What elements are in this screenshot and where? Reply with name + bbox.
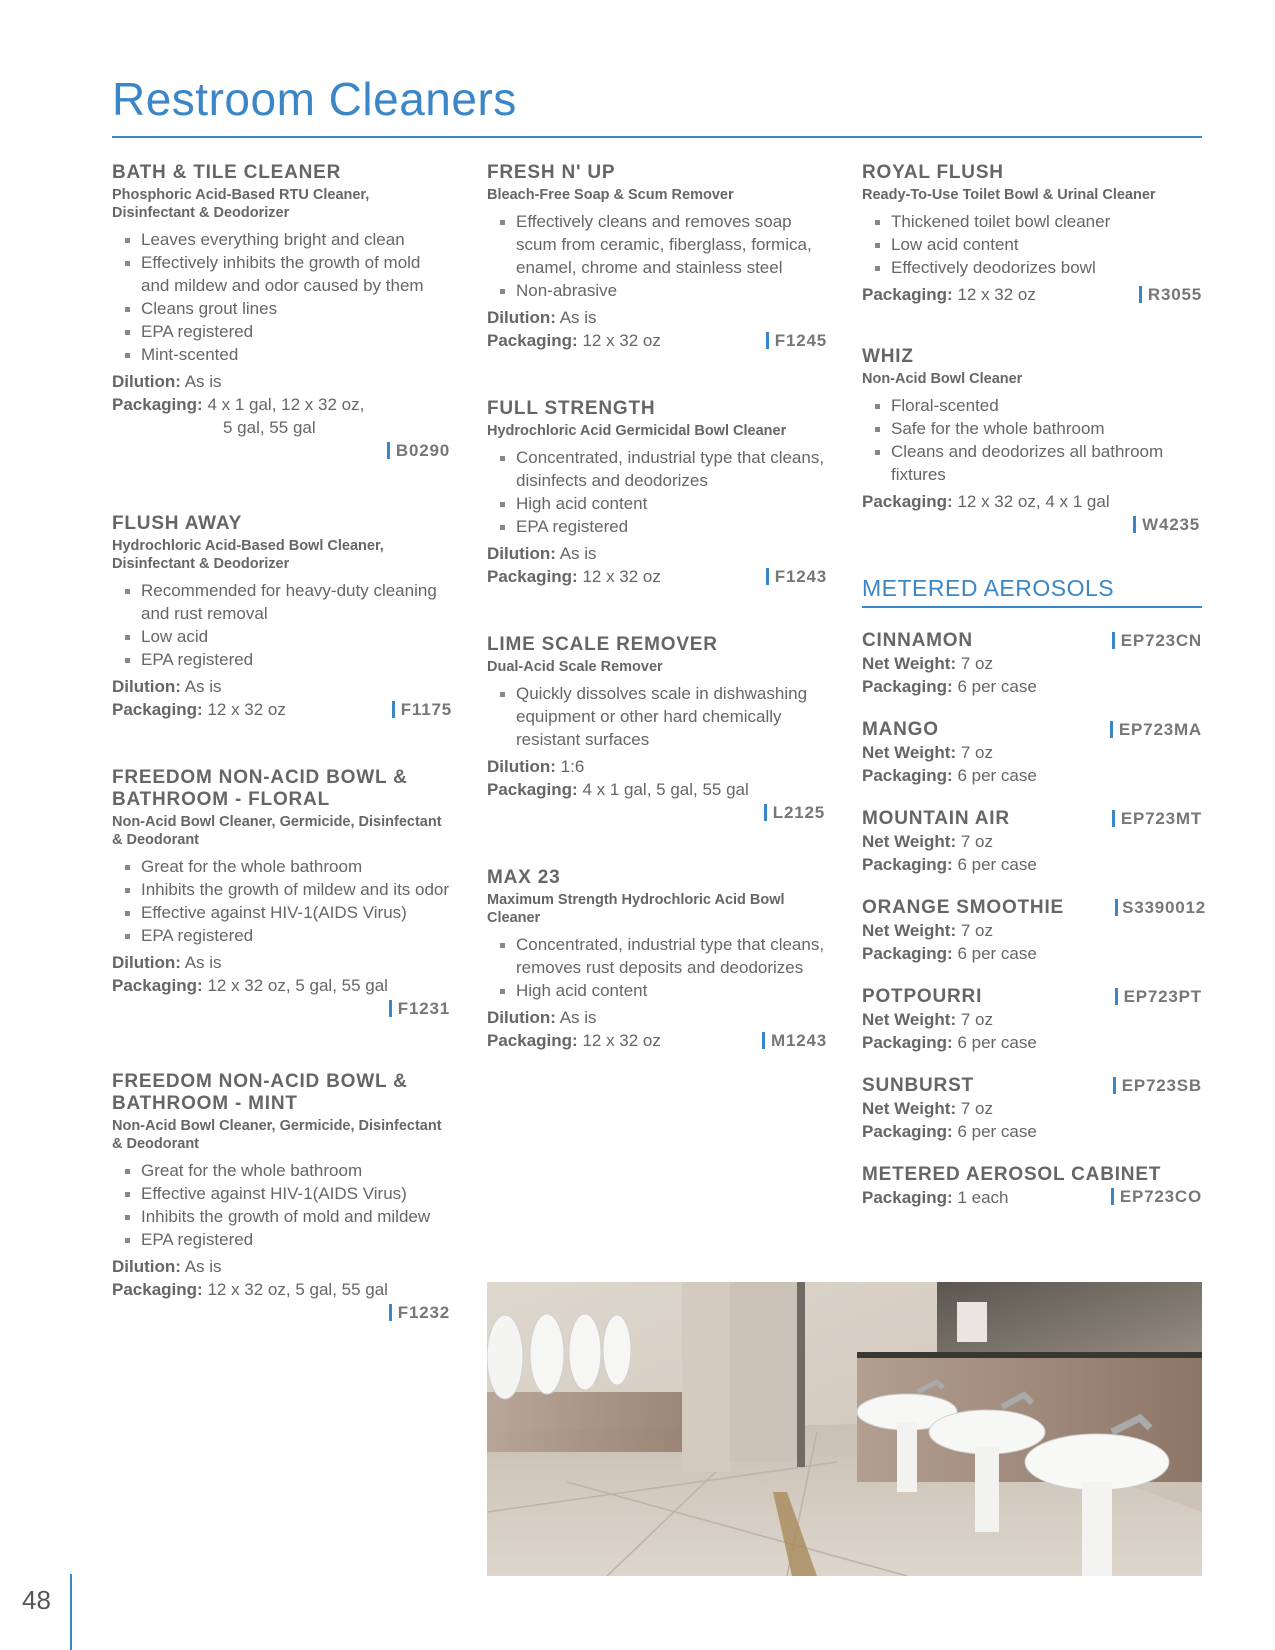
packaging-label: Packaging: bbox=[112, 395, 203, 414]
dilution-row bbox=[112, 675, 452, 698]
dilution-value: As is bbox=[559, 1008, 597, 1027]
product-code: F1245 bbox=[766, 332, 827, 349]
feature-item: Thickened toilet bowl cleaner bbox=[862, 210, 1202, 233]
dilution-label: Dilution: bbox=[112, 1257, 181, 1276]
feature-item: Non-abrasive bbox=[487, 279, 827, 302]
packaging-value: 6 per case bbox=[957, 943, 1037, 963]
dilution-label: Dilution: bbox=[112, 953, 181, 972]
feature-item: Inhibits the growth of mildew and its odor bbox=[112, 878, 452, 901]
column-1 bbox=[112, 162, 452, 1367]
title-divider bbox=[112, 136, 1202, 138]
aerosol-item bbox=[862, 1075, 1202, 1143]
packaging-label: Packaging: bbox=[862, 676, 953, 696]
feature-item: EPA registered bbox=[112, 924, 452, 947]
restroom-photo bbox=[487, 1282, 1202, 1576]
product-flush-away bbox=[112, 513, 452, 721]
packaging-value: 12 x 32 oz, 4 x 1 gal bbox=[957, 492, 1110, 511]
net-weight-value: 7 oz bbox=[960, 742, 993, 762]
feature-item: Recommended for heavy-duty cleaning and rust removal bbox=[112, 579, 452, 625]
feature-item: EPA registered bbox=[487, 515, 827, 538]
dilution-row bbox=[112, 1255, 452, 1278]
feature-list bbox=[487, 682, 827, 751]
dilution-value: As is bbox=[184, 1257, 222, 1276]
packaging-value: 4 x 1 gal, 5 gal, 55 gal bbox=[582, 780, 749, 799]
dilution-value: 1:6 bbox=[560, 757, 585, 776]
packaging-row bbox=[487, 329, 827, 352]
net-weight-value: 7 oz bbox=[960, 920, 993, 940]
product-code: EP723MT bbox=[1112, 810, 1202, 827]
product-name: ORANGE SMOOTHIE bbox=[862, 896, 1065, 918]
packaging-value: 12 x 32 oz bbox=[957, 285, 1036, 304]
product-fresh-n-up bbox=[487, 162, 827, 352]
dilution-label: Dilution: bbox=[487, 1008, 556, 1027]
feature-item: Mint-scented bbox=[112, 343, 452, 366]
dilution-row bbox=[487, 542, 827, 565]
product-lime-scale-remover bbox=[487, 634, 827, 823]
packaging-label: Packaging: bbox=[487, 331, 578, 350]
packaging-value: 6 per case bbox=[957, 676, 1037, 696]
product-code: S3390012 bbox=[1115, 899, 1206, 916]
product-code: B0290 bbox=[387, 442, 450, 459]
feature-item: EPA registered bbox=[112, 1228, 452, 1251]
product-name: MANGO bbox=[862, 718, 939, 740]
feature-list bbox=[112, 228, 452, 366]
feature-item: Safe for the whole bathroom bbox=[862, 417, 1202, 440]
feature-item: Effective against HIV-1(AIDS Virus) bbox=[112, 901, 452, 924]
restroom-illustration bbox=[487, 1282, 1202, 1576]
net-weight-row bbox=[862, 1097, 1202, 1120]
product-whiz bbox=[862, 346, 1202, 535]
feature-item: High acid content bbox=[487, 492, 827, 515]
product-name: MAX 23 bbox=[487, 867, 561, 888]
page-number: 48 bbox=[22, 1585, 51, 1615]
product-code: W4235 bbox=[1133, 516, 1200, 533]
product-subtitle: Maximum Strength Hydrochloric Acid Bowl Cleaner bbox=[487, 892, 785, 926]
packaging-value: 12 x 32 oz bbox=[582, 331, 661, 350]
page-title: Restroom Cleaners bbox=[112, 73, 517, 125]
product-code: EP723CN bbox=[1112, 632, 1202, 649]
net-weight-label: Net Weight: bbox=[862, 831, 957, 851]
product-name: FLUSH AWAY bbox=[112, 513, 243, 534]
product-name: MOUNTAIN AIR bbox=[862, 807, 1010, 829]
product-royal-flush bbox=[862, 162, 1202, 306]
page-number-bar bbox=[70, 1574, 72, 1650]
packaging-value: 12 x 32 oz, 5 gal, 55 gal bbox=[207, 1280, 388, 1299]
packaging-row bbox=[862, 675, 1202, 698]
packaging-value: 6 per case bbox=[957, 1121, 1037, 1141]
product-name: FRESH N' UP bbox=[487, 162, 616, 183]
product-name: FREEDOM NON-ACID BOWL & BATHROOM - FLORAL bbox=[112, 767, 408, 810]
feature-item: Effectively inhibits the growth of mold and mildew and odor caused by them bbox=[112, 251, 452, 297]
product-subtitle: Non-Acid Bowl Cleaner, Germicide, Disinfectant & Deodorant bbox=[112, 1118, 442, 1152]
feature-list bbox=[487, 446, 827, 538]
packaging-value: 1 each bbox=[957, 1187, 1009, 1207]
column-3 bbox=[862, 162, 1206, 1230]
packaging-label: Packaging: bbox=[862, 765, 953, 785]
aerosol-item bbox=[862, 896, 1206, 965]
feature-item: Concentrated, industrial type that cleans, disinfects and deodorizes bbox=[487, 446, 827, 492]
dilution-row bbox=[487, 1006, 827, 1029]
dilution-label: Dilution: bbox=[112, 677, 181, 696]
feature-item: Concentrated, industrial type that cleans, removes rust deposits and deodorizes bbox=[487, 933, 827, 979]
dilution-row bbox=[112, 951, 452, 974]
product-subtitle: Bleach-Free Soap & Scum Remover bbox=[487, 187, 734, 203]
product-code: M1243 bbox=[762, 1032, 827, 1049]
packaging-row bbox=[487, 1029, 827, 1052]
feature-item: High acid content bbox=[487, 979, 827, 1002]
net-weight-row bbox=[862, 652, 1202, 675]
packaging-row bbox=[862, 283, 1202, 306]
feature-item: Quickly dissolves scale in dishwashing equipment or other hard chemically resistant surfaces bbox=[487, 682, 827, 751]
dilution-label: Dilution: bbox=[112, 372, 181, 391]
dilution-label: Dilution: bbox=[487, 544, 556, 563]
packaging-row bbox=[112, 1278, 452, 1301]
product-code: L2125 bbox=[764, 804, 825, 821]
packaging-row bbox=[862, 1186, 1202, 1209]
aerosol-item bbox=[862, 808, 1202, 876]
packaging-row bbox=[862, 764, 1202, 787]
net-weight-value: 7 oz bbox=[960, 831, 993, 851]
net-weight-label: Net Weight: bbox=[862, 920, 957, 940]
packaging-label: Packaging: bbox=[487, 780, 578, 799]
packaging-label: Packaging: bbox=[112, 700, 203, 719]
aerosol-item bbox=[862, 630, 1202, 698]
product-name: METERED AEROSOL CABINET bbox=[862, 1163, 1162, 1185]
product-name: SUNBURST bbox=[862, 1074, 974, 1096]
packaging-value: 6 per case bbox=[957, 765, 1037, 785]
net-weight-row bbox=[862, 919, 1202, 942]
product-code: EP723PT bbox=[1115, 988, 1202, 1005]
product-full-strength bbox=[487, 398, 827, 588]
dilution-value: As is bbox=[184, 953, 222, 972]
packaging-row bbox=[112, 393, 452, 416]
feature-item: Low acid content bbox=[862, 233, 1202, 256]
product-subtitle: Hydrochloric Acid-Based Bowl Cleaner, Disinfectant & Deodorizer bbox=[112, 538, 384, 572]
product-name: POTPOURRI bbox=[862, 985, 983, 1007]
product-subtitle: Non-Acid Bowl Cleaner, Germicide, Disinfectant & Deodorant bbox=[112, 814, 442, 848]
feature-item: Effectively cleans and removes soap scum from ceramic, fiberglass, formica, enamel, chrome and stainless steel bbox=[487, 210, 827, 279]
product-freedom-floral bbox=[112, 767, 452, 1019]
feature-item: Great for the whole bathroom bbox=[112, 855, 452, 878]
packaging-row bbox=[862, 1031, 1202, 1054]
feature-item: Inhibits the growth of mold and mildew bbox=[112, 1205, 452, 1228]
feature-item: Cleans and deodorizes all bathroom fixtures bbox=[862, 440, 1202, 486]
product-name: BATH & TILE CLEANER bbox=[112, 162, 342, 183]
aerosol-item bbox=[862, 986, 1202, 1054]
feature-list bbox=[112, 579, 452, 671]
packaging-row bbox=[487, 565, 827, 588]
product-code: EP723SB bbox=[1113, 1077, 1202, 1094]
feature-item: Cleans grout lines bbox=[112, 297, 452, 320]
packaging-value: 12 x 32 oz bbox=[207, 700, 286, 719]
packaging-value: 12 x 32 oz, 5 gal, 55 gal bbox=[207, 976, 388, 995]
net-weight-row bbox=[862, 830, 1202, 853]
section-heading-metered-aerosols: METERED AEROSOLS bbox=[862, 575, 1115, 601]
packaging-label: Packaging: bbox=[862, 1032, 953, 1052]
dilution-row bbox=[487, 755, 827, 778]
packaging-row bbox=[862, 490, 1202, 513]
product-subtitle: Dual-Acid Scale Remover bbox=[487, 659, 663, 675]
packaging-label: Packaging: bbox=[112, 976, 203, 995]
feature-item: Effective against HIV-1(AIDS Virus) bbox=[112, 1182, 452, 1205]
product-code: EP723MA bbox=[1110, 721, 1202, 738]
dilution-label: Dilution: bbox=[487, 308, 556, 327]
product-name: LIME SCALE REMOVER bbox=[487, 634, 718, 655]
product-name: FREEDOM NON-ACID BOWL & BATHROOM - MINT bbox=[112, 1071, 408, 1114]
feature-list bbox=[862, 210, 1202, 279]
packaging-label: Packaging: bbox=[112, 1280, 203, 1299]
net-weight-label: Net Weight: bbox=[862, 653, 957, 673]
product-name: FULL STRENGTH bbox=[487, 398, 656, 419]
product-bath-tile-cleaner bbox=[112, 162, 452, 461]
feature-item: Leaves everything bright and clean bbox=[112, 228, 452, 251]
column-2 bbox=[487, 162, 827, 1096]
product-code: F1232 bbox=[389, 1304, 450, 1321]
packaging-row bbox=[487, 778, 827, 801]
packaging-row bbox=[862, 1120, 1202, 1143]
dilution-label: Dilution: bbox=[487, 757, 556, 776]
feature-item: Great for the whole bathroom bbox=[112, 1159, 452, 1182]
product-code: F1231 bbox=[389, 1000, 450, 1017]
packaging-row bbox=[862, 853, 1202, 876]
product-code: R3055 bbox=[1139, 286, 1202, 303]
product-subtitle: Non-Acid Bowl Cleaner bbox=[862, 371, 1023, 387]
aerosol-item bbox=[862, 719, 1202, 787]
net-weight-value: 7 oz bbox=[960, 653, 993, 673]
packaging-row bbox=[862, 942, 1202, 965]
dilution-row bbox=[487, 306, 827, 329]
product-freedom-mint bbox=[112, 1071, 452, 1323]
packaging-label: Packaging: bbox=[862, 285, 953, 304]
product-name: ROYAL FLUSH bbox=[862, 162, 1004, 183]
packaging-row bbox=[112, 698, 452, 721]
feature-list bbox=[487, 210, 827, 302]
product-code: F1243 bbox=[766, 568, 827, 585]
product-subtitle: Hydrochloric Acid Germicidal Bowl Cleaner bbox=[487, 423, 787, 439]
packaging-label: Packaging: bbox=[862, 943, 953, 963]
net-weight-row bbox=[862, 741, 1202, 764]
packaging-value: 6 per case bbox=[957, 854, 1037, 874]
product-code: F1175 bbox=[392, 701, 452, 718]
product-subtitle: Ready-To-Use Toilet Bowl & Urinal Cleaner bbox=[862, 187, 1156, 203]
net-weight-value: 7 oz bbox=[960, 1098, 993, 1118]
feature-list bbox=[487, 933, 827, 1002]
section-divider bbox=[862, 606, 1202, 608]
net-weight-label: Net Weight: bbox=[862, 1009, 957, 1029]
packaging-row bbox=[112, 974, 452, 997]
feature-list bbox=[862, 394, 1202, 486]
feature-item: EPA registered bbox=[112, 320, 452, 343]
product-name: CINNAMON bbox=[862, 629, 973, 651]
net-weight-row bbox=[862, 1008, 1202, 1031]
packaging-label: Packaging: bbox=[862, 854, 953, 874]
net-weight-value: 7 oz bbox=[960, 1009, 993, 1029]
feature-item: EPA registered bbox=[112, 648, 452, 671]
product-subtitle: Phosphoric Acid-Based RTU Cleaner, Disinfectant & Deodorizer bbox=[112, 187, 370, 221]
packaging-label: Packaging: bbox=[862, 1121, 953, 1141]
packaging-value: 12 x 32 oz bbox=[582, 1031, 661, 1050]
product-code: EP723CO bbox=[1111, 1188, 1202, 1205]
packaging-value: 12 x 32 oz bbox=[582, 567, 661, 586]
product-name: WHIZ bbox=[862, 346, 914, 367]
packaging-label: Packaging: bbox=[487, 1031, 578, 1050]
feature-list bbox=[112, 855, 452, 947]
dilution-value: As is bbox=[559, 308, 597, 327]
packaging-label: Packaging: bbox=[487, 567, 578, 586]
product-max-23 bbox=[487, 867, 827, 1052]
feature-item: Low acid bbox=[112, 625, 452, 648]
packaging-value: 6 per case bbox=[957, 1032, 1037, 1052]
dilution-value: As is bbox=[184, 372, 222, 391]
feature-item: Effectively deodorizes bowl bbox=[862, 256, 1202, 279]
dilution-value: As is bbox=[184, 677, 222, 696]
packaging-continued: 5 gal, 55 gal bbox=[223, 418, 316, 437]
net-weight-label: Net Weight: bbox=[862, 1098, 957, 1118]
packaging-label: Packaging: bbox=[862, 492, 953, 511]
net-weight-label: Net Weight: bbox=[862, 742, 957, 762]
aerosol-cabinet bbox=[862, 1164, 1202, 1209]
dilution-row bbox=[112, 370, 452, 393]
dilution-value: As is bbox=[559, 544, 597, 563]
packaging-label: Packaging: bbox=[862, 1187, 953, 1207]
packaging-value: 4 x 1 gal, 12 x 32 oz, bbox=[207, 395, 365, 414]
feature-list bbox=[112, 1159, 452, 1251]
feature-item: Floral-scented bbox=[862, 394, 1202, 417]
